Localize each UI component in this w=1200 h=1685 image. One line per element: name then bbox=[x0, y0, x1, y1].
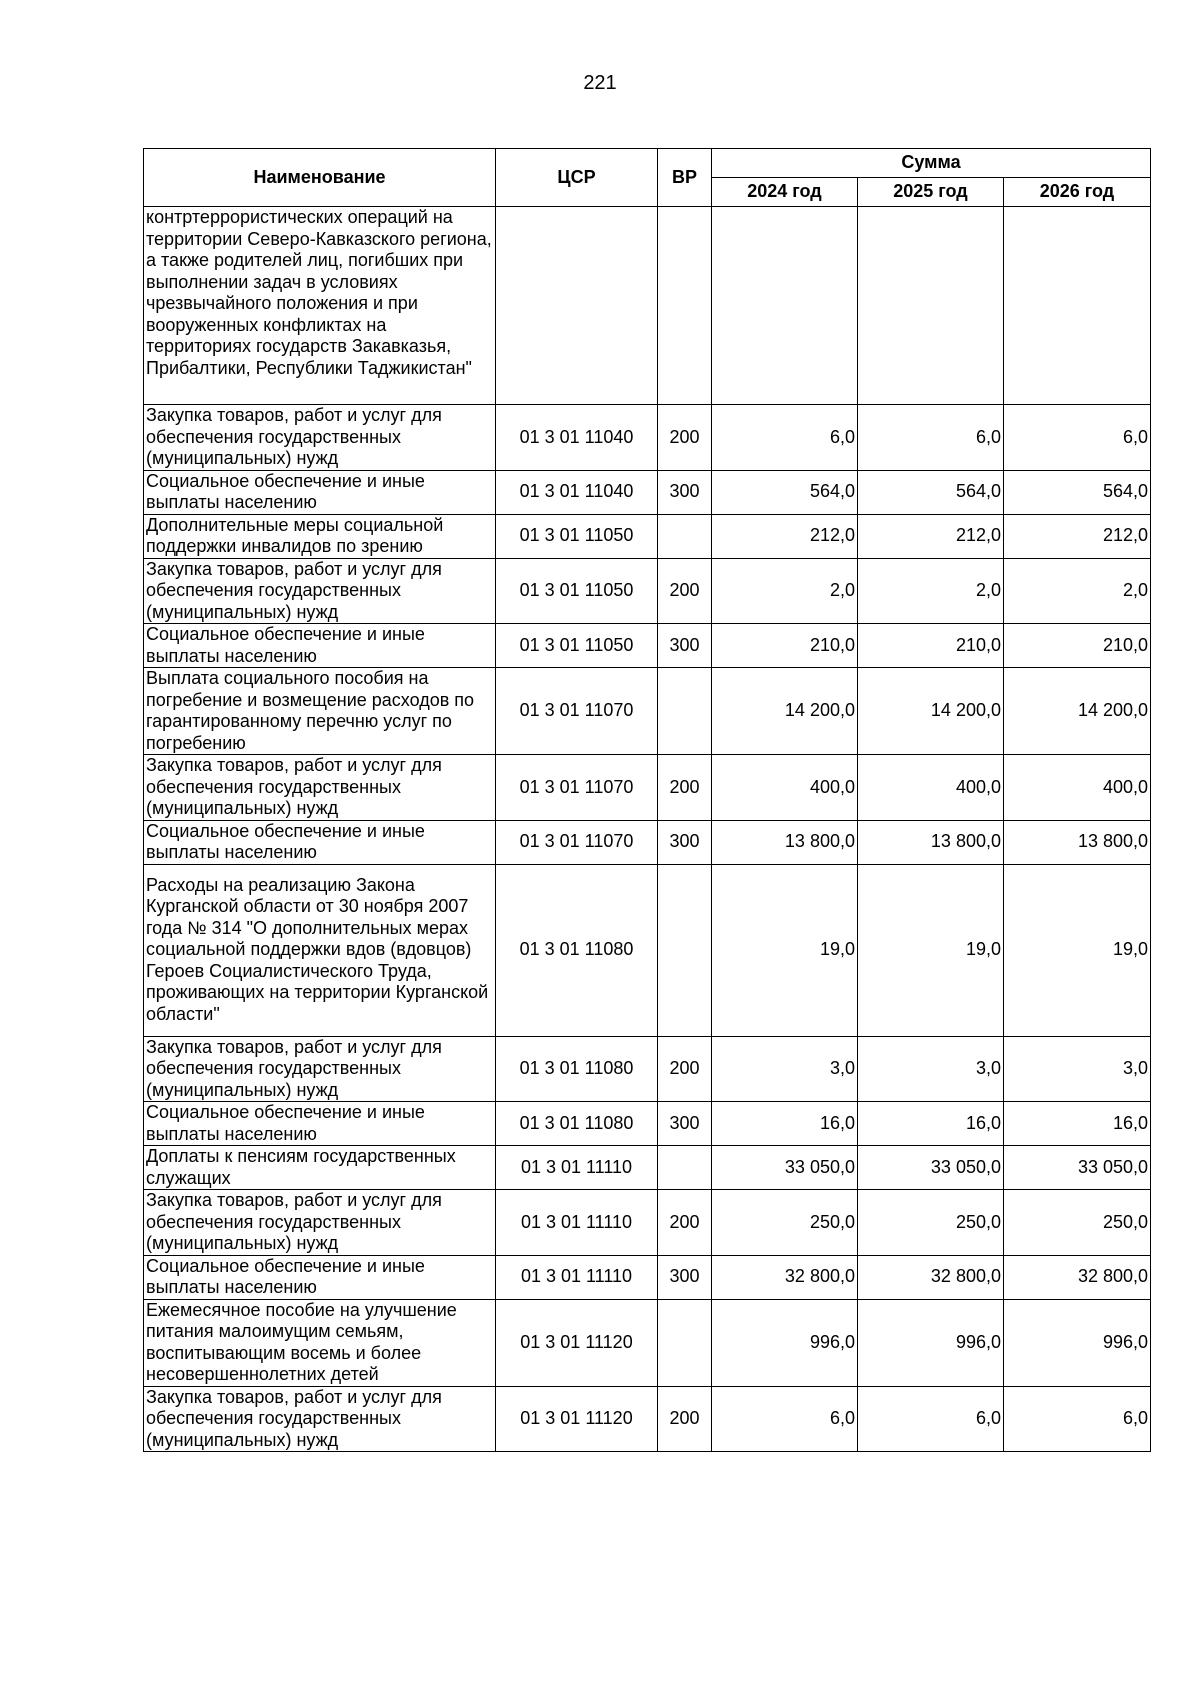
cell-2024: 996,0 bbox=[712, 1299, 858, 1386]
table-row bbox=[144, 1146, 1151, 1190]
cell-vr bbox=[658, 668, 712, 755]
header-name: Наименование bbox=[144, 149, 496, 207]
cell-csr: 01 3 01 11050 bbox=[496, 514, 658, 558]
cell-2025 bbox=[858, 207, 1004, 405]
cell-name: Ежемесячное пособие на улучшение питания малоимущим семьям, воспитывающим восемь и более несовершеннолетних детей bbox=[144, 1299, 496, 1386]
cell-vr: 300 bbox=[658, 624, 712, 668]
cell-csr: 01 3 01 11050 bbox=[496, 558, 658, 624]
cell-2024: 14 200,0 bbox=[712, 668, 858, 755]
header-year-2024: 2024 год bbox=[712, 178, 858, 207]
cell-name: Закупка товаров, работ и услуг для обеспечения государственных (муниципальных) нужд bbox=[144, 558, 496, 624]
cell-2025: 2,0 bbox=[858, 558, 1004, 624]
cell-name: Закупка товаров, работ и услуг для обеспечения государственных (муниципальных) нужд bbox=[144, 1386, 496, 1452]
cell-vr: 200 bbox=[658, 558, 712, 624]
cell-name: Закупка товаров, работ и услуг для обеспечения государственных (муниципальных) нужд bbox=[144, 405, 496, 471]
cell-2026: 3,0 bbox=[1004, 1036, 1151, 1102]
cell-2026: 6,0 bbox=[1004, 1386, 1151, 1452]
cell-2026: 400,0 bbox=[1004, 755, 1151, 821]
cell-vr: 300 bbox=[658, 470, 712, 514]
table-row bbox=[144, 1102, 1151, 1146]
cell-vr bbox=[658, 514, 712, 558]
cell-2026: 2,0 bbox=[1004, 558, 1151, 624]
cell-2024: 13 800,0 bbox=[712, 820, 858, 864]
cell-2024: 6,0 bbox=[712, 405, 858, 471]
cell-vr bbox=[658, 1299, 712, 1386]
cell-2025: 212,0 bbox=[858, 514, 1004, 558]
cell-name: Закупка товаров, работ и услуг для обеспечения государственных (муниципальных) нужд bbox=[144, 755, 496, 821]
cell-2024: 2,0 bbox=[712, 558, 858, 624]
table-body bbox=[144, 207, 1151, 1452]
table-row bbox=[144, 820, 1151, 864]
cell-vr: 300 bbox=[658, 1102, 712, 1146]
table-row bbox=[144, 470, 1151, 514]
cell-csr bbox=[496, 207, 658, 405]
cell-2026: 250,0 bbox=[1004, 1190, 1151, 1256]
cell-csr: 01 3 01 11070 bbox=[496, 755, 658, 821]
cell-2024 bbox=[712, 207, 858, 405]
cell-2024: 210,0 bbox=[712, 624, 858, 668]
table-row bbox=[144, 864, 1151, 1036]
cell-csr: 01 3 01 11110 bbox=[496, 1190, 658, 1256]
cell-csr: 01 3 01 11110 bbox=[496, 1255, 658, 1299]
cell-name: Социальное обеспечение и иные выплаты населению bbox=[144, 1255, 496, 1299]
cell-2026: 33 050,0 bbox=[1004, 1146, 1151, 1190]
cell-name: Социальное обеспечение и иные выплаты населению bbox=[144, 820, 496, 864]
cell-vr: 300 bbox=[658, 820, 712, 864]
table-row bbox=[144, 405, 1151, 471]
table-row bbox=[144, 1036, 1151, 1102]
table-row bbox=[144, 1190, 1151, 1256]
cell-vr: 200 bbox=[658, 1190, 712, 1256]
header-csr: ЦСР bbox=[496, 149, 658, 207]
cell-2026: 6,0 bbox=[1004, 405, 1151, 471]
cell-name: Социальное обеспечение и иные выплаты населению bbox=[144, 1102, 496, 1146]
cell-name: Доплаты к пенсиям государственных служащих bbox=[144, 1146, 496, 1190]
cell-csr: 01 3 01 11050 bbox=[496, 624, 658, 668]
cell-csr: 01 3 01 11080 bbox=[496, 1036, 658, 1102]
cell-2024: 33 050,0 bbox=[712, 1146, 858, 1190]
cell-2026 bbox=[1004, 207, 1151, 405]
cell-2026: 19,0 bbox=[1004, 864, 1151, 1036]
cell-2025: 13 800,0 bbox=[858, 820, 1004, 864]
cell-2025: 210,0 bbox=[858, 624, 1004, 668]
cell-2025: 32 800,0 bbox=[858, 1255, 1004, 1299]
cell-2024: 19,0 bbox=[712, 864, 858, 1036]
table-row bbox=[144, 1255, 1151, 1299]
header-sum: Сумма bbox=[712, 149, 1151, 178]
cell-2025: 14 200,0 bbox=[858, 668, 1004, 755]
table-row bbox=[144, 207, 1151, 405]
cell-vr: 200 bbox=[658, 405, 712, 471]
cell-2026: 996,0 bbox=[1004, 1299, 1151, 1386]
cell-2025: 6,0 bbox=[858, 405, 1004, 471]
cell-2024: 3,0 bbox=[712, 1036, 858, 1102]
cell-2026: 16,0 bbox=[1004, 1102, 1151, 1146]
table-row bbox=[144, 514, 1151, 558]
table-row bbox=[144, 755, 1151, 821]
cell-name: Социальное обеспечение и иные выплаты населению bbox=[144, 470, 496, 514]
cell-2026: 14 200,0 bbox=[1004, 668, 1151, 755]
cell-vr: 200 bbox=[658, 1036, 712, 1102]
cell-vr bbox=[658, 207, 712, 405]
cell-2024: 6,0 bbox=[712, 1386, 858, 1452]
header-year-2026: 2026 год bbox=[1004, 178, 1151, 207]
table-header bbox=[144, 149, 1151, 207]
cell-2025: 564,0 bbox=[858, 470, 1004, 514]
page-number: 221 bbox=[583, 72, 617, 94]
cell-2025: 6,0 bbox=[858, 1386, 1004, 1452]
cell-2025: 250,0 bbox=[858, 1190, 1004, 1256]
cell-2026: 212,0 bbox=[1004, 514, 1151, 558]
table-row bbox=[144, 668, 1151, 755]
cell-2026: 32 800,0 bbox=[1004, 1255, 1151, 1299]
table-row bbox=[144, 624, 1151, 668]
cell-vr: 200 bbox=[658, 755, 712, 821]
cell-name: Закупка товаров, работ и услуг для обеспечения государственных (муниципальных) нужд bbox=[144, 1190, 496, 1256]
cell-csr: 01 3 01 11040 bbox=[496, 405, 658, 471]
cell-2025: 16,0 bbox=[858, 1102, 1004, 1146]
cell-csr: 01 3 01 11120 bbox=[496, 1386, 658, 1452]
cell-2024: 250,0 bbox=[712, 1190, 858, 1256]
cell-2025: 400,0 bbox=[858, 755, 1004, 821]
cell-csr: 01 3 01 11120 bbox=[496, 1299, 658, 1386]
cell-2024: 16,0 bbox=[712, 1102, 858, 1146]
cell-csr: 01 3 01 11110 bbox=[496, 1146, 658, 1190]
cell-vr bbox=[658, 864, 712, 1036]
cell-csr: 01 3 01 11040 bbox=[496, 470, 658, 514]
cell-2024: 212,0 bbox=[712, 514, 858, 558]
cell-2025: 996,0 bbox=[858, 1299, 1004, 1386]
cell-csr: 01 3 01 11080 bbox=[496, 864, 658, 1036]
cell-2024: 400,0 bbox=[712, 755, 858, 821]
header-vr: ВР bbox=[658, 149, 712, 207]
cell-2025: 3,0 bbox=[858, 1036, 1004, 1102]
cell-2025: 19,0 bbox=[858, 864, 1004, 1036]
cell-name: Закупка товаров, работ и услуг для обеспечения государственных (муниципальных) нужд bbox=[144, 1036, 496, 1102]
cell-csr: 01 3 01 11070 bbox=[496, 820, 658, 864]
cell-vr bbox=[658, 1146, 712, 1190]
cell-csr: 01 3 01 11080 bbox=[496, 1102, 658, 1146]
cell-2026: 210,0 bbox=[1004, 624, 1151, 668]
cell-csr: 01 3 01 11070 bbox=[496, 668, 658, 755]
header-year-2025: 2025 год bbox=[858, 178, 1004, 207]
table-row bbox=[144, 1299, 1151, 1386]
cell-2024: 32 800,0 bbox=[712, 1255, 858, 1299]
cell-2025: 33 050,0 bbox=[858, 1146, 1004, 1190]
budget-table bbox=[143, 148, 1151, 1452]
cell-vr: 300 bbox=[658, 1255, 712, 1299]
cell-name: Социальное обеспечение и иные выплаты населению bbox=[144, 624, 496, 668]
cell-name: Дополнительные меры социальной поддержки инвалидов по зрению bbox=[144, 514, 496, 558]
cell-2026: 13 800,0 bbox=[1004, 820, 1151, 864]
cell-2024: 564,0 bbox=[712, 470, 858, 514]
table-row bbox=[144, 1386, 1151, 1452]
cell-name: контртеррористических операций на территории Северо-Кавказского региона, а также родителей лиц, погибших при выполнении задач в условиях чрезвычайного положения и при вооруженных конфликтах на территориях государств Закавказья, Прибалтики, Республики Таджикистан" bbox=[144, 207, 496, 405]
table-row bbox=[144, 558, 1151, 624]
cell-2026: 564,0 bbox=[1004, 470, 1151, 514]
cell-vr: 200 bbox=[658, 1386, 712, 1452]
cell-name: Выплата социального пособия на погребение и возмещение расходов по гарантированному перечню услуг по погребению bbox=[144, 668, 496, 755]
cell-name: Расходы на реализацию Закона Курганской области от 30 ноября 2007 года № 314 "О дополнительных мерах социальной поддержки вдов (вдовцов) Героев Социалистического Труда, проживающих на территории Курганской области" bbox=[144, 864, 496, 1036]
